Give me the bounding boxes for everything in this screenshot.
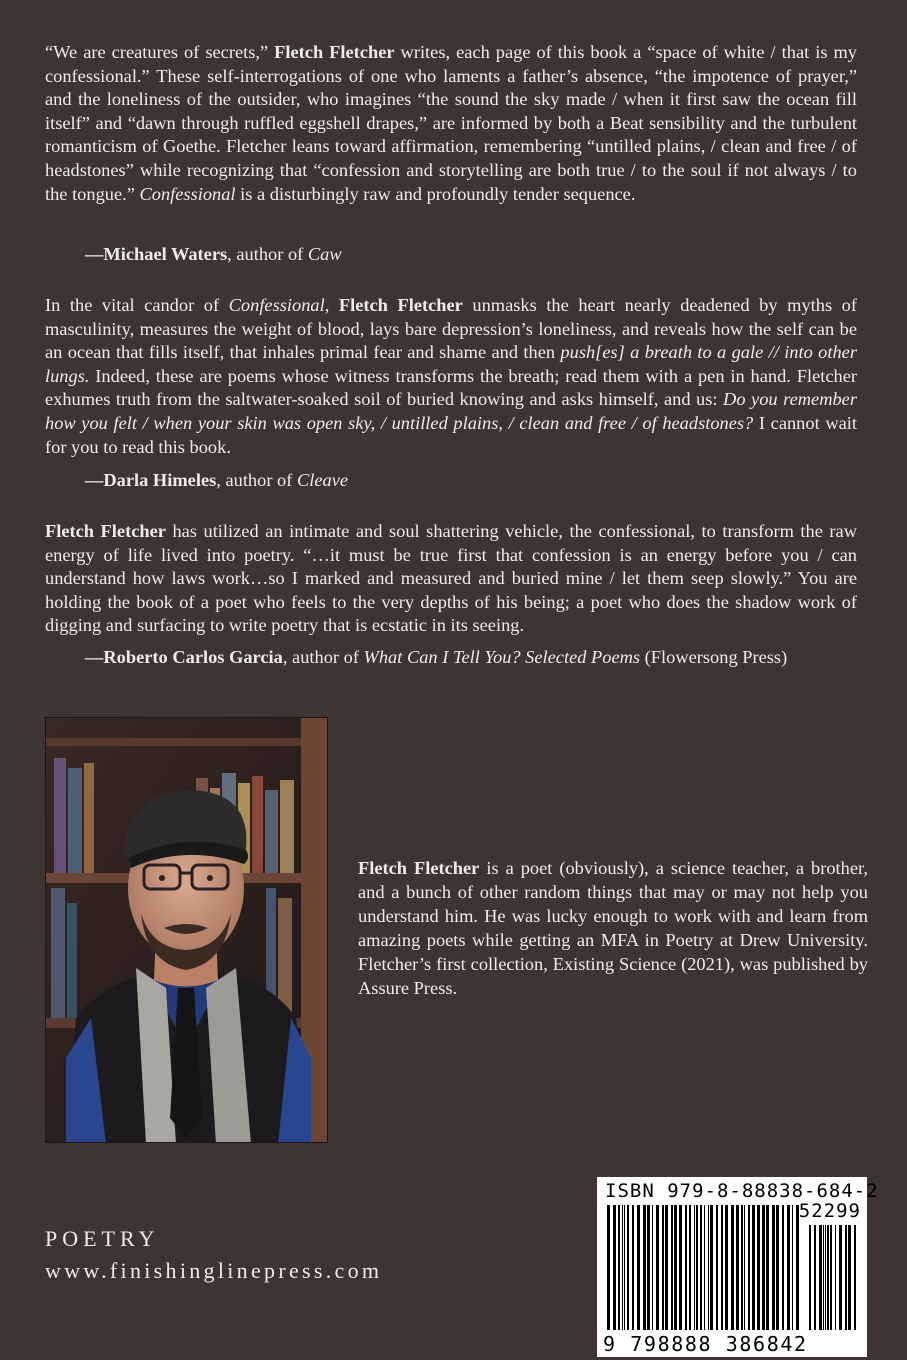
barcode-bar — [689, 1205, 691, 1330]
addon-bar — [845, 1225, 847, 1330]
bio-text: is a poet (obviously), a science teacher, a brother, and a bunch of other random things that may or may not help you understand him. He was lucky enough to work with and learn from amazing poets while getting an MFA in Poetry at Drew University. Fletcher’s first collection, Existing Science (2021), was published by Assure Press. — [358, 858, 869, 998]
barcode-bar — [624, 1205, 625, 1330]
barcode-bar — [772, 1205, 775, 1330]
barcode-bar — [643, 1205, 646, 1330]
blurb-text: unmasks the heart nearly deadened by myths of masculinity, measures the weight of blood, lays bare depression’s loneliness, and reveals how the self can be an ocean that fills itself, that inhales primal fear and shame and then — [45, 295, 857, 363]
barcode-bar — [762, 1205, 765, 1330]
blurb-text: “We are creatures of secrets,” — [45, 42, 275, 62]
barcode-bar — [736, 1205, 739, 1330]
publisher-text: (Flowersong Press) — [640, 647, 788, 667]
attribution-michael-waters — [85, 243, 865, 267]
author-name: Fletch Fletcher — [358, 858, 480, 878]
barcode-bar — [776, 1205, 779, 1330]
barcode-bar — [741, 1205, 743, 1330]
attribution-text: , author of — [282, 647, 364, 667]
barcode-bar — [618, 1205, 620, 1330]
barcode-bar — [721, 1205, 723, 1330]
barcode-bar — [787, 1205, 790, 1330]
barcode-bar — [656, 1205, 659, 1330]
barcode-bar — [637, 1205, 640, 1330]
author-name: Fletch Fletcher — [338, 295, 463, 315]
barcode-bar — [662, 1205, 664, 1330]
book-title: Confessional, — [228, 295, 330, 315]
isbn-barcode — [597, 1177, 879, 1357]
barcode-bar — [622, 1205, 623, 1330]
attribution-roberto-carlos-garcia — [85, 646, 865, 670]
poem-quote: push[es] a breath to a gale // into other lungs. — [45, 342, 857, 386]
price-code: 52299 — [798, 1200, 861, 1222]
blurb-darla-himeles — [45, 294, 857, 459]
addon-bar — [819, 1225, 822, 1330]
barcode-bar — [665, 1205, 668, 1330]
addon-bar — [825, 1225, 826, 1330]
addon-bar — [814, 1225, 816, 1330]
barcode-bar — [671, 1205, 673, 1330]
poem-quote: Do you remember how you felt / when your skin was open sky, / untilled plains, / clean and free / of headstones? — [45, 389, 857, 433]
barcode-bar — [674, 1205, 677, 1330]
reviewer-name: —Darla Himeles — [85, 470, 217, 490]
blurb-text: In the vital candor of — [45, 295, 229, 315]
blurb-text: has utilized an intimate and soul shattering vehicle, the confessional, to transform the raw energy of life lived into poetry. “…it must be true first that confession is an energy before you / can understand how laws work…so I marked and measured and buried mine / let them seep slowly.” You are holding the book of a poet who feels to the very depths of his being; a poet who does the shadow work of digging and surfacing to write poetry that is ecstatic in its seeing. — [45, 521, 857, 636]
author-portrait-illustration — [46, 718, 328, 1143]
addon-bar — [839, 1225, 842, 1330]
addon-bar — [835, 1225, 836, 1330]
barcode-bars — [597, 1177, 867, 1357]
barcode-bar — [685, 1205, 687, 1330]
addon-bar — [823, 1225, 824, 1330]
author-name: Fletch Fletcher — [45, 521, 166, 541]
barcode-bar — [704, 1205, 705, 1330]
barcode-bar — [632, 1205, 634, 1330]
barcode-bar — [716, 1205, 718, 1330]
attribution-darla-himeles — [85, 469, 865, 493]
reviewer-name: —Michael Waters — [85, 244, 228, 264]
reviewer-book: What Can I Tell You? Selected Poems — [363, 647, 641, 667]
addon-bar — [809, 1225, 811, 1330]
barcode-bar — [757, 1205, 760, 1330]
barcode-bar — [613, 1205, 616, 1330]
author-photo — [45, 717, 328, 1143]
barcode-bar — [796, 1205, 799, 1330]
book-title: Confessional — [139, 183, 236, 204]
barcode-bar — [782, 1205, 784, 1330]
barcode-bar — [748, 1205, 750, 1330]
attribution-text: , author of — [227, 244, 308, 264]
barcode-bar — [792, 1205, 793, 1330]
blurb-text: writes, each page of this book a “space of white / that is my confessional.” These self-interrogations of one who laments a father’s absence, “the impotence of prayer,” and the loneliness of the outsider, who imagines “the sound the sky made / when it first saw the ocean fill itself” and “dawn through ruffled eggshell drapes,” are informed by both a Beat sensibility and the turbulent romanticism of Goethe. Fletcher leans toward affirmation, remembering “untilled plains, / clean and free / of headstones” while recognizing that “confession and storytelling are both true / to the soul if not always / to the tongue.” — [45, 42, 857, 204]
barcode-bar — [725, 1205, 728, 1330]
barcode-bar — [708, 1205, 709, 1330]
addon-bar — [830, 1225, 832, 1330]
barcode-bar — [700, 1205, 702, 1330]
barcode-bar — [696, 1205, 698, 1330]
ean-number: 9 798888 386842 — [603, 1332, 808, 1356]
publisher-website: www.finishinglinepress.com — [45, 1258, 383, 1283]
barcode-bar — [652, 1205, 653, 1330]
addon-bar — [854, 1225, 856, 1330]
barcode-bar — [731, 1205, 734, 1330]
isbn-number: ISBN 979-8-88838-684-2 — [605, 1180, 879, 1202]
reviewer-book: Cleave — [296, 470, 349, 490]
barcode-bar — [627, 1205, 629, 1330]
addon-bar — [848, 1225, 851, 1330]
reviewer-name: —Roberto Carlos Garcia — [85, 647, 283, 667]
addon-bar — [827, 1225, 829, 1330]
blurb-text: Indeed, these are poems whose witness transforms the breath; read them with a pen in hand. Fletcher exhumes truth from the saltwater-soaked soil of buried knowing and asks himself, and us: — [45, 365, 857, 410]
barcode-bar — [752, 1205, 755, 1330]
barcode-bar — [744, 1205, 745, 1330]
author-bio — [358, 857, 868, 1000]
barcode-bar — [710, 1205, 713, 1330]
blurb-roberto-carlos-garcia — [45, 520, 857, 638]
attribution-text: , author of — [216, 470, 297, 490]
reviewer-book: Caw — [307, 244, 342, 264]
blurb-text: is a disturbingly raw and profoundly tender sequence. — [235, 183, 636, 204]
barcode-bar — [679, 1205, 682, 1330]
barcode-bar — [694, 1205, 695, 1330]
barcode-bar — [607, 1205, 610, 1330]
genre-label: POETRY — [45, 1226, 160, 1251]
barcode-bar — [766, 1205, 769, 1330]
author-name: Fletch Fletcher — [274, 42, 395, 62]
blurb-text: I cannot wait for you to read this book. — [45, 412, 857, 457]
barcode-bar — [647, 1205, 650, 1330]
blurb-michael-waters — [45, 41, 857, 206]
